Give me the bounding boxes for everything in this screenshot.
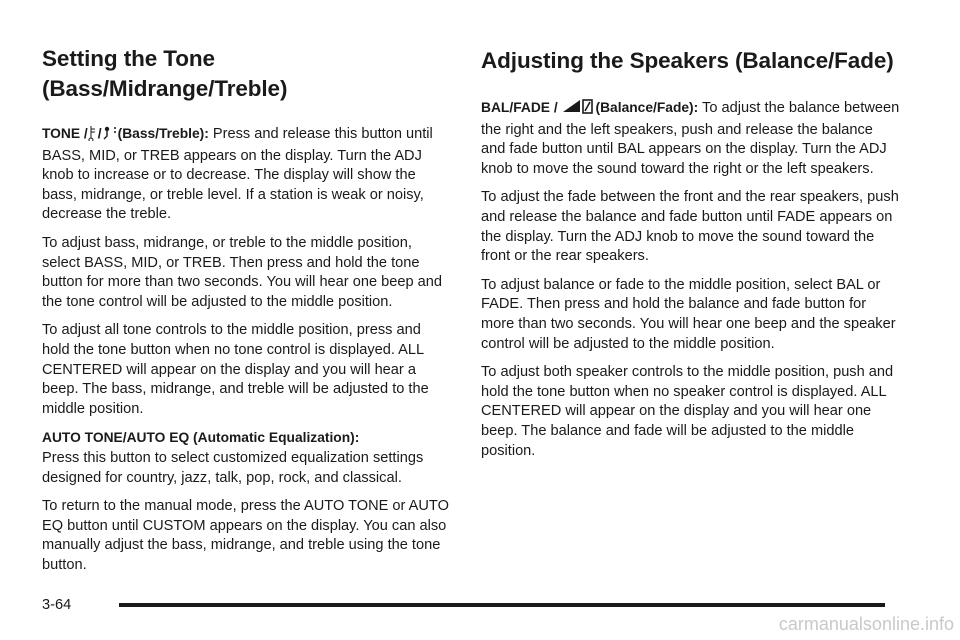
tone-paragraph-4: AUTO TONE/AUTO EQ (Automatic Equalization): Press this button to select customized equalization settings designed for country, jazz, talk, pop, rock, and classical. [42,430,424,486]
page-number: 3-64 [42,597,72,613]
auto-tone-lead: AUTO TONE/AUTO EQ (Automatic Equalization): [42,430,360,446]
balfade-lead: BAL/FADE / (Balance/Fade): [481,100,698,115]
left-column [42,44,450,584]
section-title-speakers: Adjusting the Speakers (Balance/Fade) [481,48,894,73]
tone-paragraph-1: TONE / / (Bass/Treble): Press and release this button until BASS, MID, or TREB appears on the display. Turn the ADJ knob to increase or to decrease. The display will show the bass, midrange, or treble level. If a station is weak or noisy, decrease the treble. [42,126,433,223]
speaker-paragraph-4: To adjust both speaker controls to the middle position, push and hold the tone button when no speaker control is displayed. ALL CENTERED will appear on the display and you will hear one beep. The balance and fade will be adjusted to the middle position. [481,364,894,459]
speaker-paragraph-2: To adjust the fade between the front and the rear speakers, push and release the balance and fade button until FADE appears on the display. Turn the ADJ knob to move the sound toward the front or the rear speakers. [481,189,899,265]
tone-lead: TONE / / (Bass/Treble): [42,126,209,141]
balance-fade-icon [562,99,596,121]
tone-bass-icon [88,125,98,147]
right-column [481,44,901,470]
tone-paragraph-5: To return to the manual mode, press the AUTO TONE or AUTO EQ button until CUSTOM appears on the display. You can also manually adjust the bass, midrange, and treble using the tone button. [42,498,449,573]
speaker-paragraph-1: BAL/FADE / (Balance/Fade): To adjust the balance between the right and the left speakers, push and release the balance and fade button until BAL appears on the display. Turn the ADJ knob to move the sound toward the right or the left speakers. [481,100,900,177]
watermark: carmanualsonline.info [778,614,954,634]
section-title-tone: Setting the Tone (Bass/Midrange/Treble) [42,46,288,101]
tone-treble-icon [102,125,118,147]
speaker-paragraph-3: To adjust balance or fade to the middle position, select BAL or FADE. Then press and hold the balance and fade button for more than two seconds. You will hear one beep and the speaker control will be adjusted to the middle position. [481,276,896,352]
tone-paragraph-3: To adjust all tone controls to the middle position, press and hold the tone button when no tone control is displayed. ALL CENTERED will appear on the display and you will hear a beep. The bass, midrange, and treble will be adjusted to the middle position. [42,322,429,417]
tone-paragraph-2: To adjust bass, midrange, or treble to the middle position, select BASS, MID, or TREB. Then press and hold the tone button for more than two seconds. You will hear one beep and the tone control will be adjusted to the middle position. [42,234,442,310]
footer-rule [119,603,885,607]
